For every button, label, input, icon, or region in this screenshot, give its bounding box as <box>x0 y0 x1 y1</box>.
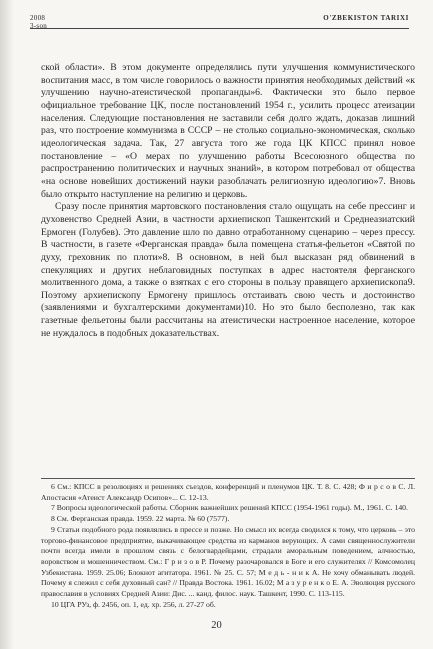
footnote: 7 Вопросы идеологической работы. Сборник важнейших решений КПСС (1954-1961 годы). М., 1961. С. 140. <box>51 503 408 513</box>
page-binding-shadow <box>0 0 14 649</box>
footnote: 8 См. Ферганская правда. 1959. 22 марта. № 60 (7577). <box>51 514 230 524</box>
running-head <box>30 14 409 29</box>
issue-info <box>30 14 47 30</box>
footnote: 9 Статьи подобного рода появлялись в прессе и позже. Но смысл их всегда сводился к тому, что церковь – это торгово-финансовое предприятие, выкачивающее средства из карманов верующих. А сами священнослужители почти всегда имели в прошлом связь с белогвардейцами, страдали аморальным поведением, алчностью, воровством и мошенничеством. См.: Г р и з о в Р. Почему разочаровался в Боге и его служителях // Комсомолец Узбекистана. 1959. 25.06; Блокнот агитатора. 1961. № 25. С. 57; М е д ь - н и к А. Не хочу обманывать людей. Почему я слежил с себя духовный сан? // Правда Востока. 1961. 16.02; М а з у р е н к о Е. А. Эволюция русского православия в условиях Средней Азии: Дис. ... канд. филос. наук. Ташкент, 1990. С. 113-115. <box>41 524 415 599</box>
page-number: 20 <box>211 620 222 631</box>
year: 2008 <box>30 14 46 22</box>
journal-title: O'ZBEKISTON TARIXI <box>323 14 409 22</box>
footnote: 6 См.: КПСС в резолюциях и решениях съездов, конференций и пленумов ЦК. Т. 8. С. 428; Ф и р с о в С. Л. Апостасия «Атеист Александр Осипов»... С. 12-13. <box>41 482 415 502</box>
footnotes <box>41 478 415 610</box>
paragraph: ской области». В этом документе определялись пути улучшения коммунистического воспитания масс, в том числе говорилось о важности принятия необходимых действий «к улучшению научно-атеистической пропаганды»6. Фактически это было первое официальное требование ЦК, после постановлений 1954 г., усилить процесс атеизации населения. Следующие постановления не заставили себя долго ждать, доказав лишний раз, что построение коммунизма в СССР – не столько социально-экономическая, сколько идеологическая задача. Так, 27 августа того же года ЦК КПСС принял новое постановление – «О мерах по улучшению работы Всесоюзного общества по распространению политических и научных знаний», в котором потребовал от общества «на основе новейших достижений науки разоблачать религиозную идеологию»7. Вновь было открыто наступление на религию и церковь. <box>41 62 415 200</box>
footnote: 10 ЦГА РУз, ф. 2456, оп. 1, ед. хр. 256, л. 27-27 об. <box>51 599 216 609</box>
issue-number: 3-son <box>30 22 48 30</box>
paragraph: Сразу после принятия мартовского постановления стало ощущать на себе прессинг и духовенство Средней Азии, в частности архиепископ Ташкентский и Среднеазиатский Ермоген (Голубев). Это давление шло по давно отработанному сценарию – через прессу. В частности, в газете «Ферганская правда» была помещена статья-фельетон «Святой по духу, греховник по плоти»8. В основном, в ней был высказан ряд обвинений в спекуляциях и других неблаговидных поступках в адрес настоятеля ферганского молитвенного дома, а также о взятках с его стороны в пользу правящего архиепископа9. Поэтому архиепископу Ермогену пришлось отстаивать свою честь и достоинство (заявлениями и бухгалтерскими документами)10. Но это было бесполезно, так как газетные фельетоны были рассчитаны на атеистически настроенное население, которое не нуждалось в подобных доказательствах. <box>41 201 415 339</box>
article-body <box>41 62 415 340</box>
